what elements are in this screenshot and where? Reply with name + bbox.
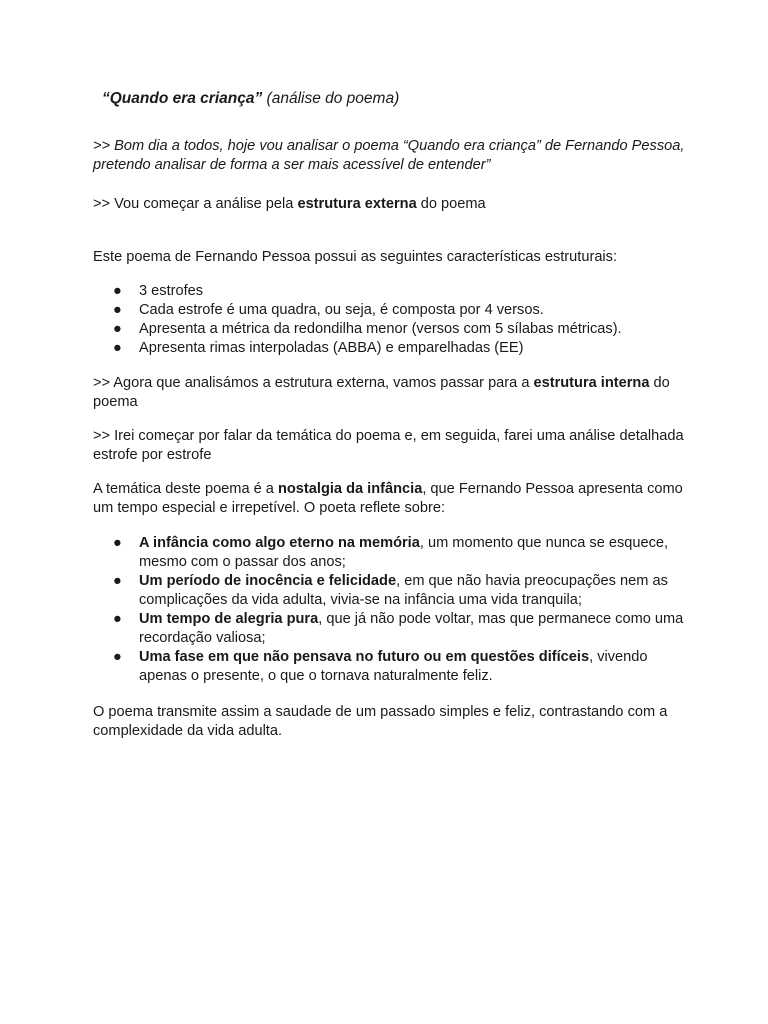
bullet-icon: ● bbox=[113, 649, 122, 665]
characteristics-lead: Este poema de Fernando Pessoa possui as seguintes características estruturais: bbox=[93, 249, 618, 265]
bullet-icon: ● bbox=[113, 611, 122, 627]
external-intro-bold: estrutura externa bbox=[297, 196, 417, 212]
external-intro-after: do poema bbox=[416, 196, 486, 212]
list-item-text: , vivendo apenas o presente, o que o tornava naturalmente feliz. bbox=[139, 649, 648, 684]
internal-intro-before: >> Agora que analisámos a estrutura externa, vamos passar para a bbox=[93, 375, 534, 391]
internal-intro-bold: estrutura interna bbox=[533, 375, 650, 391]
list-item bbox=[93, 320, 693, 339]
list-item bbox=[93, 610, 693, 648]
bullet-icon: ● bbox=[113, 302, 122, 318]
list-item bbox=[93, 648, 693, 686]
document-title bbox=[102, 89, 399, 109]
external-intro-before: >> Vou começar a análise pela bbox=[93, 196, 298, 212]
structure-list bbox=[93, 282, 693, 358]
bullet-icon: ● bbox=[113, 535, 122, 551]
bullet-icon: ● bbox=[113, 573, 122, 589]
internal-intro-after: do poema bbox=[93, 375, 670, 410]
list-item-text: Apresenta a métrica da redondilha menor (versos com 5 sílabas métricas). bbox=[139, 321, 622, 337]
list-item-text: , que já não pode voltar, mas que permanece como uma recordação valiosa; bbox=[139, 611, 684, 646]
bullet-icon: ● bbox=[113, 321, 122, 337]
list-item-text: 3 estrofes bbox=[139, 283, 204, 299]
list-item bbox=[93, 339, 693, 358]
list-item bbox=[93, 282, 693, 301]
intro-paragraph: >> Bom dia a todos, hoje vou analisar o poema “Quando era criança” de Fernando Pessoa, pretendo analisar de forma a ser mais acessível de entender” bbox=[93, 138, 685, 173]
list-item-text: , um momento que nunca se esquece, mesmo com o passar dos anos; bbox=[139, 535, 669, 570]
list-item-text: , em que não havia preocupações nem as complicações da vida adulta, vivia-se na infância uma vida tranquila; bbox=[139, 573, 668, 608]
bullet-icon: ● bbox=[113, 283, 122, 299]
theme-before: A temática deste poema é a bbox=[93, 481, 278, 497]
list-item-bold: A infância como algo eterno na memória bbox=[139, 535, 420, 551]
list-item-text: Apresenta rimas interpoladas (ABBA) e emparelhadas (EE) bbox=[139, 340, 524, 356]
conclusion-paragraph: O poema transmite assim a saudade de um passado simples e feliz, contrastando com a complexidade da vida adulta. bbox=[93, 704, 668, 739]
theme-bold: nostalgia da infância bbox=[277, 481, 423, 497]
list-item-bold: Um tempo de alegria pura bbox=[139, 611, 319, 627]
list-item bbox=[93, 301, 693, 320]
list-item-bold: Um período de inocência e felicidade bbox=[139, 573, 397, 589]
theme-list bbox=[93, 534, 693, 686]
external-structure-intro bbox=[93, 195, 693, 214]
title-subtitle: (análise do poema) bbox=[262, 90, 400, 107]
list-item-bold: Uma fase em que não pensava no futuro ou em questões difíceis bbox=[139, 649, 590, 665]
theme-paragraph bbox=[93, 480, 693, 518]
title-poem-name: “Quando era criança” bbox=[102, 90, 263, 107]
list-item bbox=[93, 534, 693, 572]
theme-intro-paragraph: >> Irei começar por falar da temática do poema e, em seguida, farei uma análise detalhada estrofe por estrofe bbox=[93, 428, 684, 463]
internal-structure-intro bbox=[93, 374, 693, 412]
list-item bbox=[93, 572, 693, 610]
theme-after: , que Fernando Pessoa apresenta como um tempo especial e irrepetível. O poeta reflete sobre: bbox=[93, 481, 683, 516]
list-item-text: Cada estrofe é uma quadra, ou seja, é composta por 4 versos. bbox=[139, 302, 544, 318]
bullet-icon: ● bbox=[113, 340, 122, 356]
